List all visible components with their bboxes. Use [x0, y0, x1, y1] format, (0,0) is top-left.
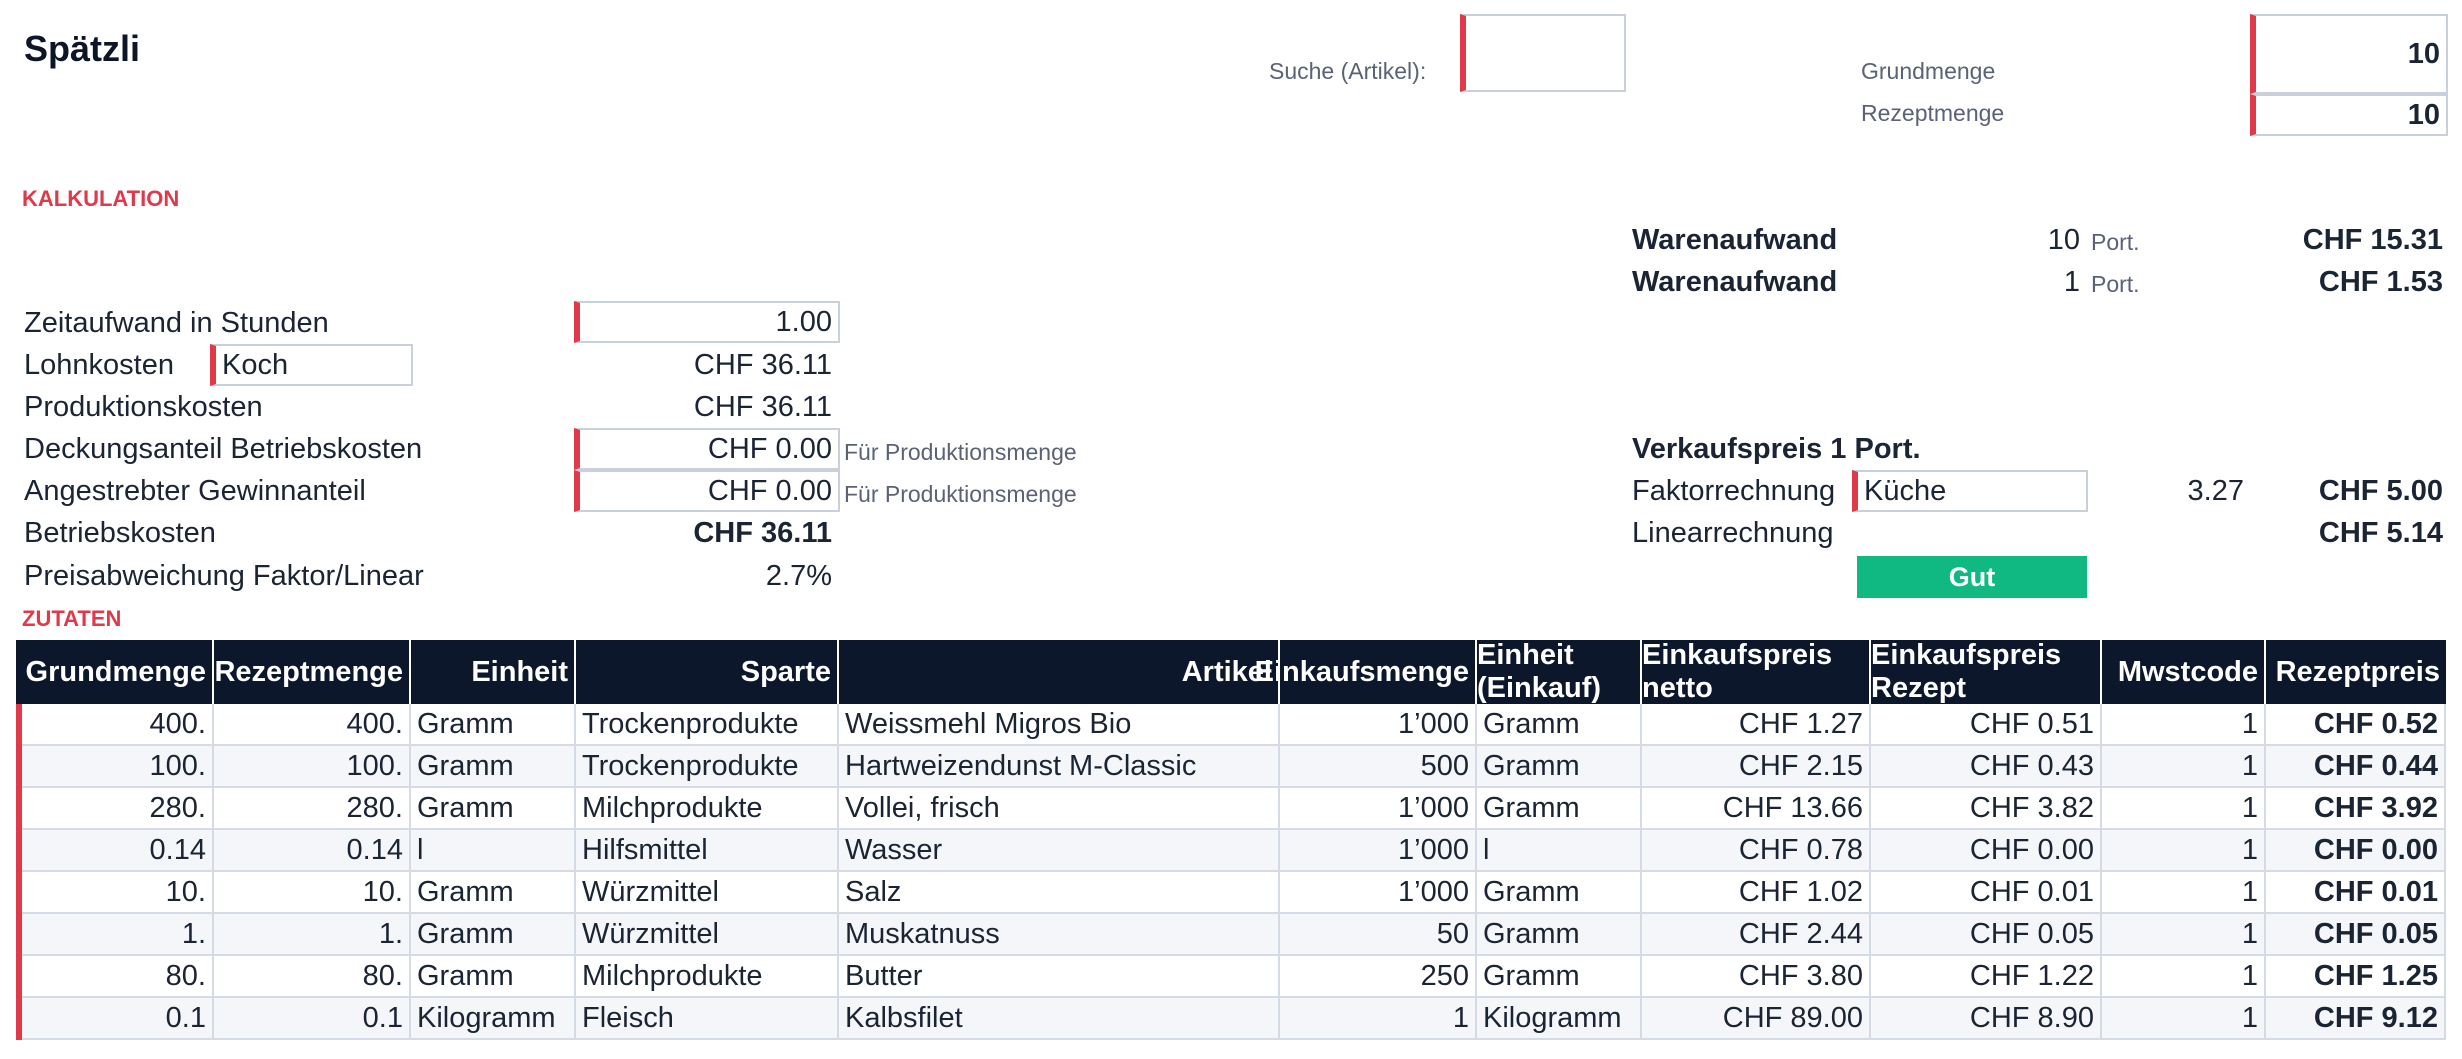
einkaufspreis-rezept-cell[interactable]: CHF 0.01: [1871, 872, 2102, 914]
einheit-einkauf-cell[interactable]: Gramm: [1477, 914, 1642, 956]
lohnkosten-select[interactable]: Koch: [210, 344, 413, 386]
zeitaufwand-label: Zeitaufwand in Stunden: [24, 307, 329, 339]
einkaufspreis-netto-cell[interactable]: CHF 0.78: [1642, 830, 1871, 872]
mwstcode-cell[interactable]: 1: [2102, 830, 2266, 872]
gewinnanteil-input[interactable]: CHF 0.00: [574, 470, 840, 512]
einkaufspreis-netto-cell[interactable]: CHF 89.00: [1642, 998, 1871, 1040]
rezeptpreis-cell[interactable]: CHF 0.00: [2266, 830, 2446, 872]
table-row[interactable]: [16, 704, 2446, 746]
sparte-cell[interactable]: Würzmittel: [576, 914, 839, 956]
column-header[interactable]: Artikel: [839, 640, 1280, 704]
einkaufsmenge-cell[interactable]: 1’000: [1280, 872, 1477, 914]
einheit-einkauf-cell[interactable]: Gramm: [1477, 872, 1642, 914]
einkaufsmenge-cell[interactable]: 1’000: [1280, 704, 1477, 746]
einheit-cell[interactable]: Gramm: [411, 788, 576, 830]
einkaufsmenge-cell[interactable]: 1’000: [1280, 830, 1477, 872]
produktionskosten-value: CHF 36.11: [693, 391, 832, 423]
grundmenge-cell[interactable]: 100.: [22, 746, 214, 788]
einkaufspreis-rezept-cell[interactable]: CHF 3.82: [1871, 788, 2102, 830]
rezeptpreis-cell[interactable]: CHF 0.05: [2266, 914, 2446, 956]
einkaufspreis-netto-cell[interactable]: CHF 2.44: [1642, 914, 1871, 956]
mwstcode-cell[interactable]: 1: [2102, 746, 2266, 788]
warenaufwand-unit: Port.: [2091, 229, 2140, 255]
einheit-cell[interactable]: Gramm: [411, 872, 576, 914]
gewinnanteil-label: Angestrebter Gewinnanteil: [24, 475, 366, 507]
search-input[interactable]: [1460, 14, 1626, 92]
einkaufspreis-netto-cell[interactable]: CHF 2.15: [1642, 746, 1871, 788]
sparte-cell[interactable]: Würzmittel: [576, 872, 839, 914]
warenaufwand-value: CHF 1.53: [2318, 266, 2443, 298]
artikel-cell[interactable]: Kalbsfilet: [839, 998, 1280, 1040]
warenaufwand-label: Warenaufwand: [1632, 224, 1838, 256]
rezeptmenge-label: Rezeptmenge: [1861, 100, 2005, 126]
einkaufsmenge-cell[interactable]: 250: [1280, 956, 1477, 998]
einkaufspreis-netto-cell[interactable]: CHF 1.27: [1642, 704, 1871, 746]
warenaufwand-qty: 10: [2047, 224, 2080, 256]
artikel-cell[interactable]: Salz: [839, 872, 1280, 914]
faktorrechnung-select[interactable]: Küche: [1852, 470, 2088, 512]
mwstcode-cell[interactable]: 1: [2102, 704, 2266, 746]
artikel-cell[interactable]: Vollei, frisch: [839, 788, 1280, 830]
rezeptmenge-cell[interactable]: 0.14: [214, 830, 411, 872]
column-header[interactable]: Mwstcode: [2102, 640, 2266, 704]
rezeptmenge-cell[interactable]: 10.: [214, 872, 411, 914]
sparte-cell[interactable]: Milchprodukte: [576, 956, 839, 998]
table-header: [16, 640, 2446, 704]
grundmenge-cell[interactable]: 80.: [22, 956, 214, 998]
warenaufwand-value: CHF 15.31: [2302, 224, 2443, 256]
einkaufspreis-rezept-cell[interactable]: CHF 0.05: [1871, 914, 2102, 956]
rezeptpreis-cell[interactable]: CHF 0.01: [2266, 872, 2446, 914]
page-title: Spätzli: [24, 28, 141, 69]
grundmenge-cell[interactable]: 0.1: [22, 998, 214, 1040]
grundmenge-cell[interactable]: 280.: [22, 788, 214, 830]
search-label: Suche (Artikel):: [1269, 58, 1427, 84]
artikel-cell[interactable]: Muskatnuss: [839, 914, 1280, 956]
grundmenge-cell[interactable]: 400.: [22, 704, 214, 746]
gewinnanteil-note: Für Produktionsmenge: [844, 481, 1077, 507]
einkaufsmenge-cell[interactable]: 50: [1280, 914, 1477, 956]
linear-price: CHF 5.14: [2318, 517, 2443, 549]
table-row[interactable]: [16, 956, 2446, 998]
deckungsanteil-input[interactable]: CHF 0.00: [574, 428, 840, 470]
artikel-cell[interactable]: Hartweizendunst M-Classic: [839, 746, 1280, 788]
faktor-value: 3.27: [2187, 475, 2244, 507]
zeitaufwand-input[interactable]: 1.00: [574, 301, 840, 343]
column-header[interactable]: Einkaufsmenge: [1280, 640, 1477, 704]
grundmenge-input[interactable]: 10: [2250, 14, 2448, 94]
mwstcode-cell[interactable]: 1: [2102, 956, 2266, 998]
einkaufsmenge-cell[interactable]: 1: [1280, 998, 1477, 1040]
warenaufwand-label: Warenaufwand: [1632, 266, 1838, 298]
einkaufspreis-netto-cell[interactable]: CHF 3.80: [1642, 956, 1871, 998]
preisabweichung-label: Preisabweichung Faktor/Linear: [24, 560, 424, 592]
einheit-einkauf-cell[interactable]: Gramm: [1477, 956, 1642, 998]
einkaufspreis-rezept-cell[interactable]: CHF 0.00: [1871, 830, 2102, 872]
deckungsanteil-label: Deckungsanteil Betriebskosten: [24, 433, 423, 465]
rezeptmenge-input[interactable]: 10: [2250, 94, 2448, 136]
rezeptmenge-cell[interactable]: 80.: [214, 956, 411, 998]
lohnkosten-label: Lohnkosten: [24, 349, 174, 381]
column-header[interactable]: Einkaufspreis netto: [1642, 640, 1871, 704]
rezeptpreis-cell[interactable]: CHF 0.44: [2266, 746, 2446, 788]
einkaufspreis-rezept-cell[interactable]: CHF 8.90: [1871, 998, 2102, 1040]
betriebskosten-value: CHF 36.11: [693, 517, 832, 549]
column-header[interactable]: Einkaufspreis Rezept: [1871, 640, 2102, 704]
column-header[interactable]: Einheit: [411, 640, 576, 704]
einheit-einkauf-cell[interactable]: Gramm: [1477, 704, 1642, 746]
einheit-cell[interactable]: Kilogramm: [411, 998, 576, 1040]
sparte-cell[interactable]: Trockenprodukte: [576, 746, 839, 788]
rezeptpreis-cell[interactable]: CHF 9.12: [2266, 998, 2446, 1040]
rezeptmenge-cell[interactable]: 0.1: [214, 998, 411, 1040]
lohnkosten-value: CHF 36.11: [693, 349, 832, 381]
sparte-cell[interactable]: Hilfsmittel: [576, 830, 839, 872]
column-header[interactable]: Rezeptpreis: [2275, 655, 2440, 688]
artikel-cell[interactable]: Weissmehl Migros Bio: [839, 704, 1280, 746]
grundmenge-cell[interactable]: 1.: [22, 914, 214, 956]
grundmenge-cell[interactable]: 0.14: [22, 830, 214, 872]
einkaufspreis-rezept-cell[interactable]: CHF 1.22: [1871, 956, 2102, 998]
einkaufspreis-rezept-cell[interactable]: CHF 0.51: [1871, 704, 2102, 746]
column-header[interactable]: Einheit (Einkauf): [1477, 640, 1642, 704]
einheit-cell[interactable]: l: [411, 830, 576, 872]
grundmenge-label: Grundmenge: [1861, 58, 1996, 84]
einkaufspreis-netto-cell[interactable]: CHF 13.66: [1642, 788, 1871, 830]
einheit-einkauf-cell[interactable]: Gramm: [1477, 746, 1642, 788]
table-row[interactable]: [16, 788, 2446, 830]
table-row[interactable]: [16, 998, 2446, 1040]
warenaufwand-unit: Port.: [2091, 271, 2140, 297]
rezeptpreis-cell[interactable]: CHF 1.25: [2266, 956, 2446, 998]
sparte-cell[interactable]: Trockenprodukte: [576, 704, 839, 746]
artikel-cell[interactable]: Wasser: [839, 830, 1280, 872]
kalkulation-heading: KALKULATION: [22, 186, 180, 211]
sparte-cell[interactable]: Milchprodukte: [576, 788, 839, 830]
table-row[interactable]: [16, 872, 2446, 914]
table-row[interactable]: [16, 914, 2446, 956]
rezeptmenge-cell[interactable]: 100.: [214, 746, 411, 788]
einkaufsmenge-cell[interactable]: 500: [1280, 746, 1477, 788]
table-row[interactable]: [16, 830, 2446, 872]
rezeptmenge-cell[interactable]: 400.: [214, 704, 411, 746]
rezeptmenge-cell[interactable]: 280.: [214, 788, 411, 830]
mwstcode-cell[interactable]: 1: [2102, 914, 2266, 956]
grundmenge-cell[interactable]: 10.: [22, 872, 214, 914]
artikel-cell[interactable]: Butter: [839, 956, 1280, 998]
einheit-einkauf-cell[interactable]: Gramm: [1477, 788, 1642, 830]
mwstcode-cell[interactable]: 1: [2102, 788, 2266, 830]
deckungsanteil-note: Für Produktionsmenge: [844, 439, 1077, 465]
einheit-cell[interactable]: Gramm: [411, 914, 576, 956]
column-header[interactable]: Rezeptmenge: [214, 640, 411, 704]
warenaufwand-qty: 1: [2063, 266, 2080, 298]
einkaufspreis-netto-cell[interactable]: CHF 1.02: [1642, 872, 1871, 914]
faktorrechnung-label: Faktorrechnung: [1632, 475, 1836, 507]
produktionskosten-label: Produktionskosten: [24, 391, 263, 423]
mwstcode-cell[interactable]: 1: [2102, 872, 2266, 914]
linearrechnung-label: Linearrechnung: [1632, 517, 1834, 549]
column-header[interactable]: Sparte: [576, 640, 839, 704]
sparte-cell[interactable]: Fleisch: [576, 998, 839, 1040]
mwstcode-cell[interactable]: 1: [2102, 998, 2266, 1040]
betriebskosten-label: Betriebskosten: [24, 517, 216, 549]
verkaufspreis-heading: Verkaufspreis 1 Port.: [1632, 433, 1921, 465]
rezeptpreis-cell[interactable]: CHF 3.92: [2266, 788, 2446, 830]
einkaufspreis-rezept-cell[interactable]: CHF 0.43: [1871, 746, 2102, 788]
einheit-einkauf-cell[interactable]: l: [1477, 830, 1642, 872]
rezeptpreis-cell[interactable]: CHF 0.52: [2266, 704, 2446, 746]
status-badge: Gut: [1857, 556, 2087, 598]
faktor-price: CHF 5.00: [2318, 475, 2443, 507]
table-row[interactable]: [16, 746, 2446, 788]
zutaten-heading: ZUTATEN: [22, 606, 122, 631]
einheit-cell[interactable]: Gramm: [411, 746, 576, 788]
einheit-cell[interactable]: Gramm: [411, 956, 576, 998]
einheit-cell[interactable]: Gramm: [411, 704, 576, 746]
einheit-einkauf-cell[interactable]: Kilogramm: [1477, 998, 1642, 1040]
column-header[interactable]: Grundmenge: [16, 640, 214, 704]
rezeptmenge-cell[interactable]: 1.: [214, 914, 411, 956]
einkaufsmenge-cell[interactable]: 1’000: [1280, 788, 1477, 830]
preisabweichung-value: 2.7%: [765, 560, 832, 592]
